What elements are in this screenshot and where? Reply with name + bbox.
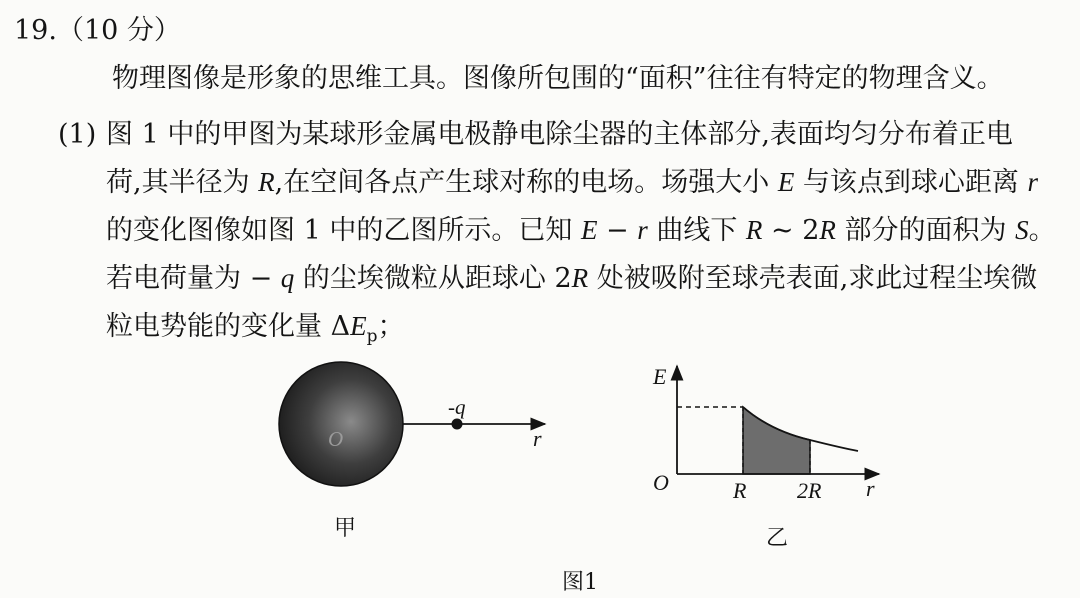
- origin-label: O: [653, 470, 669, 495]
- metal-sphere: [279, 362, 403, 486]
- tick-label-R: R: [733, 478, 747, 503]
- caption-yi: 乙: [766, 526, 789, 551]
- figure-jia: [279, 362, 545, 486]
- shaded-area-R-to-2R: [743, 407, 810, 474]
- tick-label-2R: 2R: [797, 478, 822, 503]
- part-1-line-5: 粒电势能的变化量 $\Delta E_p$；: [106, 311, 405, 347]
- caption-jia: 甲: [334, 516, 357, 541]
- figure-caption: 图1: [562, 570, 598, 595]
- charge-particle: [452, 419, 463, 430]
- part-1-line-1: 图 1 中的甲图为某球形金属电极静电除尘器的主体部分,表面均匀分布着正电: [106, 119, 1013, 150]
- part-1-line-2: 荷,其半径为 R,在空间各点产生球对称的电场。场强大小 E 与该点到球心距离 r: [106, 167, 1039, 198]
- jia-axis-label: r: [533, 426, 542, 451]
- figure-yi: [652, 364, 879, 503]
- question-number: 19.: [14, 15, 57, 46]
- intro-text: 物理图像是形象的思维工具。图像所包围的“面积”往往有特定的物理含义。: [112, 63, 1004, 94]
- part-1-line-3: 的变化图像如图 1 中的乙图所示。已知 E − r 曲线下 R ~ 2R 部分的面积为 S。: [106, 215, 1056, 246]
- part-1-label: (1): [58, 119, 97, 150]
- part-1-line-4: 若电荷量为 − q 的尘埃微粒从距球心 2R 处被吸附至球壳表面,求此过程尘埃微: [106, 263, 1038, 294]
- y-axis-label: E: [653, 364, 667, 389]
- sphere-center-label: O: [328, 427, 344, 451]
- charge-label: -q: [448, 395, 466, 419]
- x-axis-label: r: [866, 476, 875, 501]
- question-points: （10 分）: [56, 15, 181, 46]
